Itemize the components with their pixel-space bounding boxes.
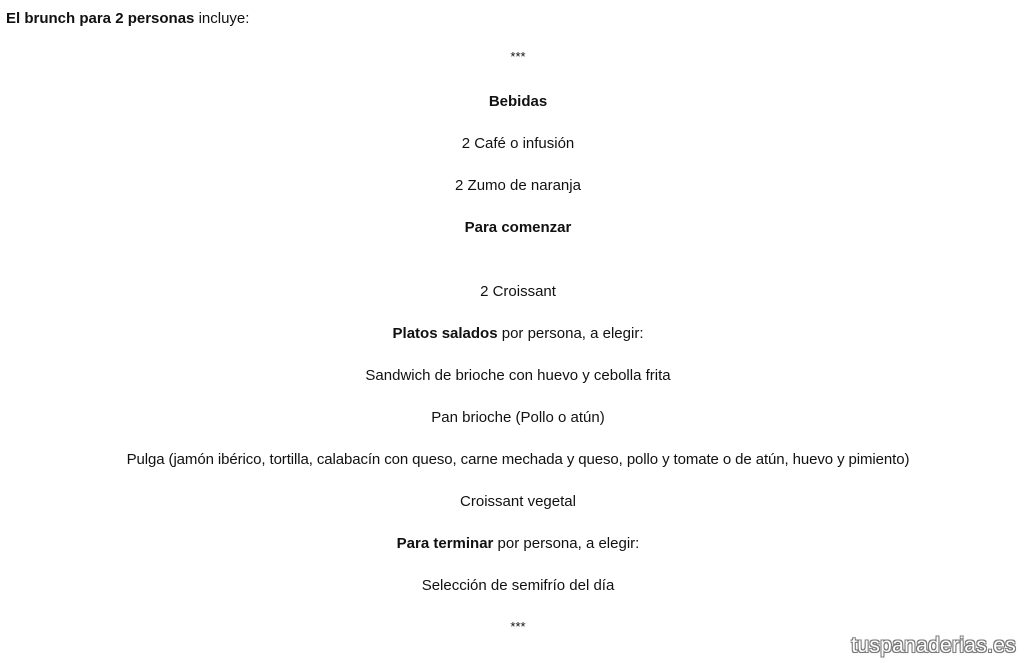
section-title-bebidas: Bebidas	[488, 93, 548, 110]
menu-item: Selección de semifrío del día	[421, 577, 615, 594]
intro-text	[6, 10, 249, 28]
menu-item: Pan brioche (Pollo o atún)	[431, 409, 605, 426]
separator-top: ***	[510, 49, 526, 64]
section-title-para-comenzar: Para comenzar	[464, 219, 572, 236]
intro-bold: El brunch para 2 personas	[6, 10, 195, 27]
separator-bottom: ***	[510, 619, 526, 634]
section-title-para-terminar: Para terminar por persona, a elegir:	[396, 535, 640, 552]
menu-item: Croissant vegetal	[460, 493, 576, 510]
section-title-platos-salados: Platos salados por persona, a elegir:	[392, 325, 644, 342]
watermark: tuspanaderias.es	[851, 634, 1016, 657]
intro-rest: incluye:	[194, 10, 250, 27]
menu-item: Pulga (jamón ibérico, tortilla, calabacín con queso, carne mechada y queso, pollo y tomate o de atún, huevo y pimiento)	[126, 451, 910, 468]
menu-item: 2 Croissant	[480, 283, 556, 300]
menu-item: 2 Zumo de naranja	[455, 177, 581, 194]
menu-item: Sandwich de brioche con huevo y cebolla frita	[365, 367, 671, 384]
menu-item: 2 Café o infusión	[461, 135, 575, 152]
